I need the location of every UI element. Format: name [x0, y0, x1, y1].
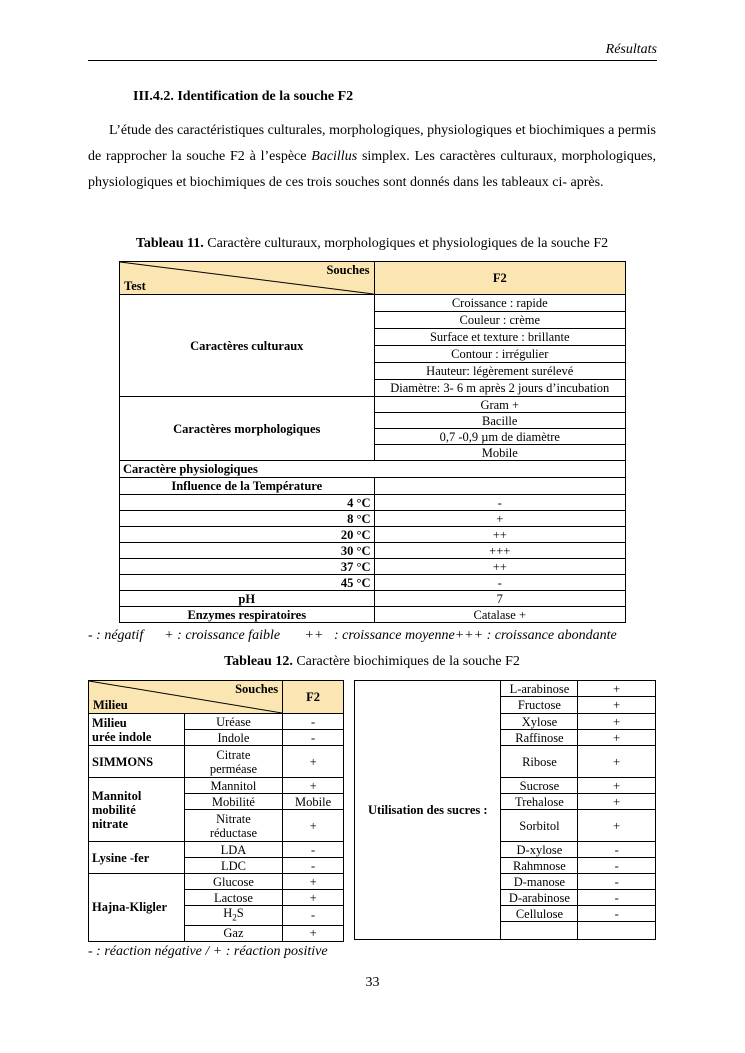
section-title: III.4.2. Identification de la souche F2: [133, 89, 354, 104]
mannitol-label-1: Mannitol: [92, 788, 142, 803]
sugar-value: +: [578, 794, 656, 810]
ph-label: pH: [120, 591, 375, 607]
nitrate-test-2: réductase: [209, 825, 258, 840]
sugar-name: Raffinose: [501, 730, 578, 746]
table12-diagonal-header: [89, 681, 283, 714]
test-name: LDA: [184, 842, 283, 858]
h2s-part1: H: [223, 906, 233, 920]
test-value: -: [283, 906, 344, 926]
temp-row-value: -: [374, 575, 625, 591]
table11-legend: - : négatif + : croissance faible ++ : croissance moyenne+++ : croissance abondante: [88, 628, 617, 643]
hajna-label: Hajna-Kligler: [89, 874, 185, 942]
sugar-value: +: [578, 681, 656, 697]
morpho-value: Bacille: [374, 413, 625, 429]
table11-header-test: Test: [124, 279, 146, 293]
test-value: Mobile: [283, 794, 344, 810]
test-value: +: [283, 874, 344, 890]
temp-row-label: 20 °C: [120, 527, 375, 543]
sugar-name: D-arabinose: [501, 890, 578, 906]
test-name-h2s: [184, 906, 283, 926]
h2s-part2: S: [236, 906, 244, 920]
sugar-value: -: [578, 906, 656, 922]
lysine-label: Lysine -fer: [89, 842, 185, 874]
test-name: Mobilité: [184, 794, 283, 810]
table12-header-f2: F2: [283, 681, 344, 714]
table11-diagonal-header: [120, 262, 375, 295]
table11: [119, 261, 626, 623]
test-name: Indole: [184, 730, 283, 746]
sugar-name: D-xylose: [501, 842, 578, 858]
page-number: 33: [365, 975, 380, 990]
cultural-value: Diamètre: 3- 6 m après 2 jours d’incubation: [374, 380, 625, 397]
mannitol-label-2: mobilité: [92, 802, 136, 817]
test-name: Lactose: [184, 890, 283, 906]
table12-legend: - : réaction négative / + : réaction positive: [88, 944, 328, 959]
sugar-value: +: [578, 746, 656, 778]
temp-row-value: ++: [374, 527, 625, 543]
cultural-value: Surface et texture : brillante: [374, 329, 625, 346]
sugar-value: -: [578, 858, 656, 874]
sugar-value: +: [578, 778, 656, 794]
cultural-value: Croissance : rapide: [374, 295, 625, 312]
uree-label-1: Milieu: [92, 715, 127, 730]
sugar-value: +: [578, 714, 656, 730]
sugar-value: +: [578, 697, 656, 714]
table12-caption: [88, 654, 656, 670]
table11-caption-label: Tableau 11.: [135, 236, 204, 251]
table11-caption: [88, 236, 656, 252]
temp-row-label: 8 °C: [120, 511, 375, 527]
sugar-name: Sorbitol: [501, 810, 578, 842]
table12-header-milieu: Milieu: [93, 698, 128, 712]
simmons-test-2: perméase: [209, 761, 258, 776]
test-value: +: [283, 890, 344, 906]
physio-label: Caractère physiologiques: [120, 461, 626, 478]
test-value: +: [283, 810, 344, 842]
h2s-sub: 2: [232, 912, 237, 923]
sugar-name: L-arabinose: [501, 681, 578, 697]
sugar-value: -: [578, 842, 656, 858]
sugar-name: Cellulose: [501, 906, 578, 922]
intro-paragraph: [88, 118, 656, 196]
sugar-value-empty: [578, 922, 656, 940]
test-value: +: [283, 925, 344, 941]
para-part2: simplex. Les caractères culturaux, morphologiques, physiologiques et biochimiques de ces trois souches sont donnés dans les tableaux ci- après.: [88, 149, 656, 190]
nitrate-test-1: Nitrate: [216, 811, 251, 826]
uree-group-label: [89, 714, 185, 746]
enzymes-value: Catalase +: [374, 607, 625, 623]
test-name: [184, 810, 283, 842]
test-value: -: [283, 730, 344, 746]
test-name: LDC: [184, 858, 283, 874]
cultural-label: Caractères culturaux: [120, 295, 375, 397]
temp-row-value: -: [374, 495, 625, 511]
cultural-value: Contour : irrégulier: [374, 346, 625, 363]
enzymes-label: Enzymes respiratoires: [120, 607, 375, 623]
test-value: -: [283, 842, 344, 858]
table12-left: [88, 680, 344, 942]
temp-row-label: 4 °C: [120, 495, 375, 511]
test-value: -: [283, 714, 344, 730]
morpho-value: Mobile: [374, 445, 625, 461]
temp-row-label: 37 °C: [120, 559, 375, 575]
test-name: Glucose: [184, 874, 283, 890]
cultural-value: Hauteur: légèrement surélevé: [374, 363, 625, 380]
uree-label-2: urée indole: [92, 729, 152, 744]
mannitol-group-label: [89, 778, 185, 842]
temp-empty: [374, 478, 625, 495]
sugar-name: Sucrose: [501, 778, 578, 794]
table11-caption-text: Caractère culturaux, morphologiques et physiologiques de la souche F2: [203, 236, 609, 251]
sugar-value: -: [578, 874, 656, 890]
ph-value: 7: [374, 591, 625, 607]
sugar-name-empty: [501, 922, 578, 940]
table12-caption-label: Tableau 12.: [224, 654, 293, 669]
cultural-value: Couleur : crème: [374, 312, 625, 329]
species-name: Bacillus: [311, 149, 358, 164]
sugar-name: Xylose: [501, 714, 578, 730]
test-name: Gaz: [184, 925, 283, 941]
test-name: Mannitol: [184, 778, 283, 794]
simmons-test-1: Citrate: [216, 747, 251, 762]
sugar-value: -: [578, 890, 656, 906]
temp-label: Influence de la Température: [120, 478, 375, 495]
table12-right: [354, 680, 656, 940]
para-part1: L’étude des caractéristiques culturales, morphologiques, physiologiques et biochimiques a permis de rapprocher la souche F2 à l’espèce: [88, 123, 656, 164]
test-name: Uréase: [184, 714, 283, 730]
temp-row-value: +++: [374, 543, 625, 559]
sugar-name: D-manose: [501, 874, 578, 890]
test-value: -: [283, 858, 344, 874]
sugar-name: Ribose: [501, 746, 578, 778]
table12-caption-text: Caractère biochimiques de la souche F2: [292, 654, 520, 669]
sugars-label: Utilisation des sucres :: [355, 681, 501, 940]
simmons-label: SIMMONS: [89, 746, 185, 778]
header-rule: [88, 60, 657, 61]
temp-row-label: 45 °C: [120, 575, 375, 591]
sugar-name: Rahmnose: [501, 858, 578, 874]
test-value: +: [283, 746, 344, 778]
temp-row-value: ++: [374, 559, 625, 575]
sugar-value: +: [578, 810, 656, 842]
temp-row-label: 30 °C: [120, 543, 375, 559]
test-name: [184, 746, 283, 778]
morpho-value: Gram +: [374, 397, 625, 413]
running-header: Résultats: [605, 42, 657, 57]
table11-header-souches: Souches: [326, 263, 370, 277]
morpho-value: 0,7 -0,9 µm de diamètre: [374, 429, 625, 445]
morpho-label: Caractères morphologiques: [120, 397, 375, 461]
test-value: +: [283, 778, 344, 794]
sugar-name: Trehalose: [501, 794, 578, 810]
table12-header-souches: Souches: [235, 682, 279, 696]
temp-row-value: +: [374, 511, 625, 527]
mannitol-label-3: nitrate: [92, 816, 129, 831]
table11-header-f2: F2: [374, 262, 625, 295]
sugar-name: Fructose: [501, 697, 578, 714]
sugar-value: +: [578, 730, 656, 746]
